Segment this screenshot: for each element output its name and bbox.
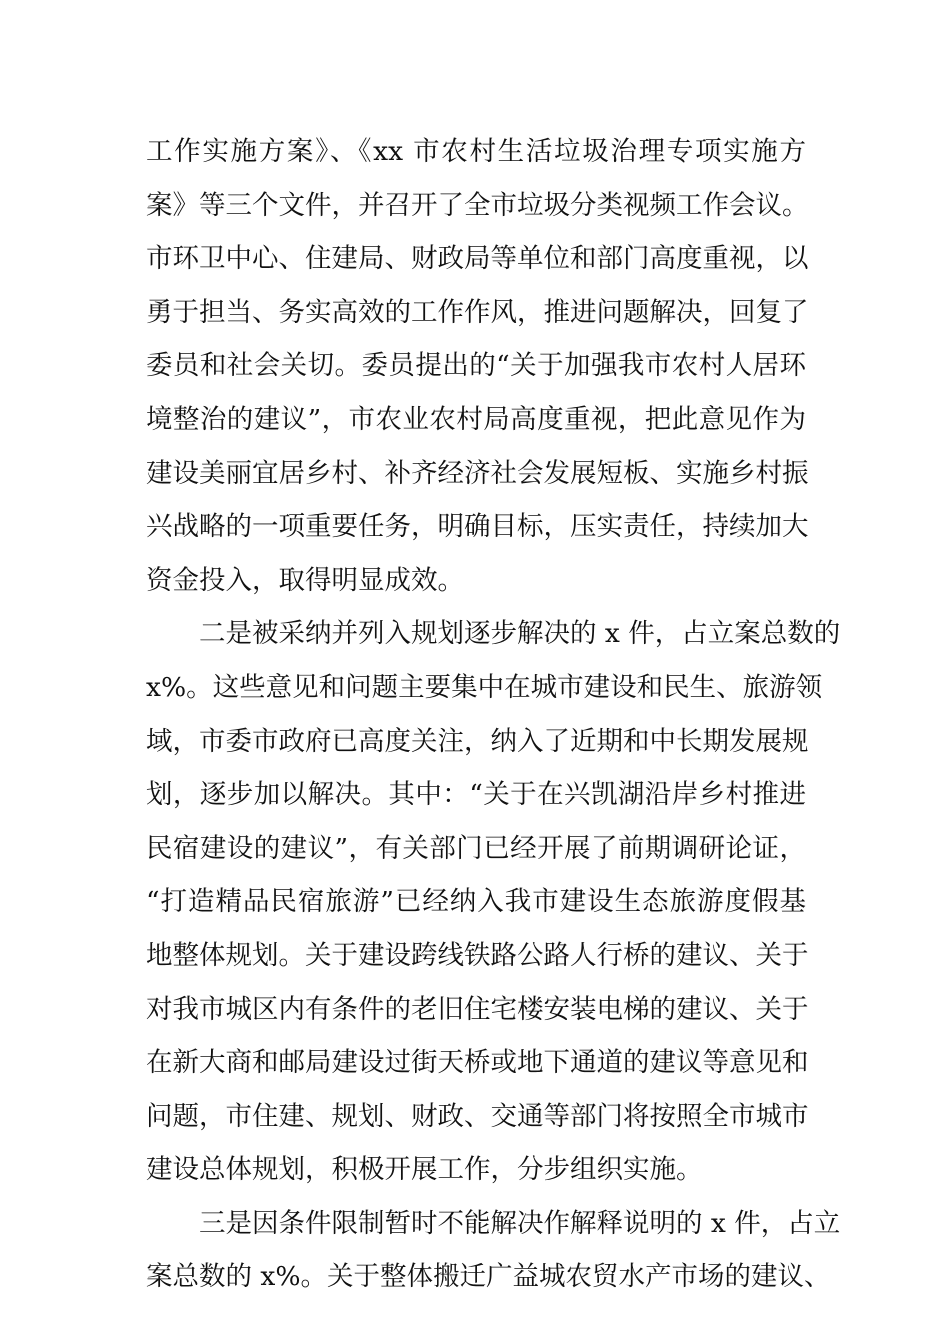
text-line: 在新大商和邮局建设过街天桥或地下通道的建议等意见和 — [146, 1047, 809, 1079]
text-line: 兴战略的一项重要任务，明确目标，压实责任，持续加大 — [146, 511, 809, 543]
text-line: 问题，市住建、规划、财政、交通等部门将按照全市城市 — [146, 1100, 809, 1132]
paragraph-end-line: 建设总体规划，积极开展工作，分步组织实施。 — [146, 1154, 703, 1186]
text-line: 案总数的 x%。关于整体搬迁广益城农贸水产市场的建议、 — [146, 1261, 831, 1293]
text-line: 委员和社会关切。委员提出的“关于加强我市农村人居环 — [146, 350, 806, 382]
text-line: x%。这些意见和问题主要集中在城市建设和民生、旅游领 — [146, 671, 823, 703]
paragraph-start-line: 二是被采纳并列入规划逐步解决的 x 件，占立案总数的 — [146, 618, 841, 650]
text-line: 建设美丽宜居乡村、补齐经济社会发展短板、实施乡村振 — [146, 457, 809, 489]
text-line: 民宿建设的建议”，有关部门已经开展了前期调研论证， — [146, 832, 806, 864]
text-line: 对我市城区内有条件的老旧住宅楼安装电梯的建议、关于 — [146, 993, 809, 1025]
text-line: 境整治的建议”，市农业农村局高度重视，把此意见作为 — [146, 403, 806, 435]
text-line: 勇于担当、务实高效的工作作风，推进问题解决，回复了 — [146, 296, 809, 328]
text-line: 划，逐步加以解决。其中：“关于在兴凯湖沿岸乡村推进 — [146, 779, 806, 811]
text-line: 域，市委市政府已高度关注，纳入了近期和中长期发展规 — [146, 725, 809, 757]
text-line: 地整体规划。关于建设跨线铁路公路人行桥的建议、关于 — [146, 939, 809, 971]
paragraph-end-line: 资金投入，取得明显成效。 — [146, 564, 464, 596]
text-line: 市环卫中心、住建局、财政局等单位和部门高度重视，以 — [146, 243, 809, 275]
text-line: 案》等三个文件，并召开了全市垃圾分类视频工作会议。 — [146, 189, 809, 221]
paragraph-start-line: 三是因条件限制暂时不能解决作解释说明的 x 件，占立 — [146, 1207, 841, 1239]
text-line: “打造精品民宿旅游”已经纳入我市建设生态旅游度假基 — [146, 886, 806, 918]
body-text — [146, 125, 841, 1304]
text-line: 工作实施方案》、《xx 市农村生活垃圾治理专项实施方 — [146, 136, 806, 167]
